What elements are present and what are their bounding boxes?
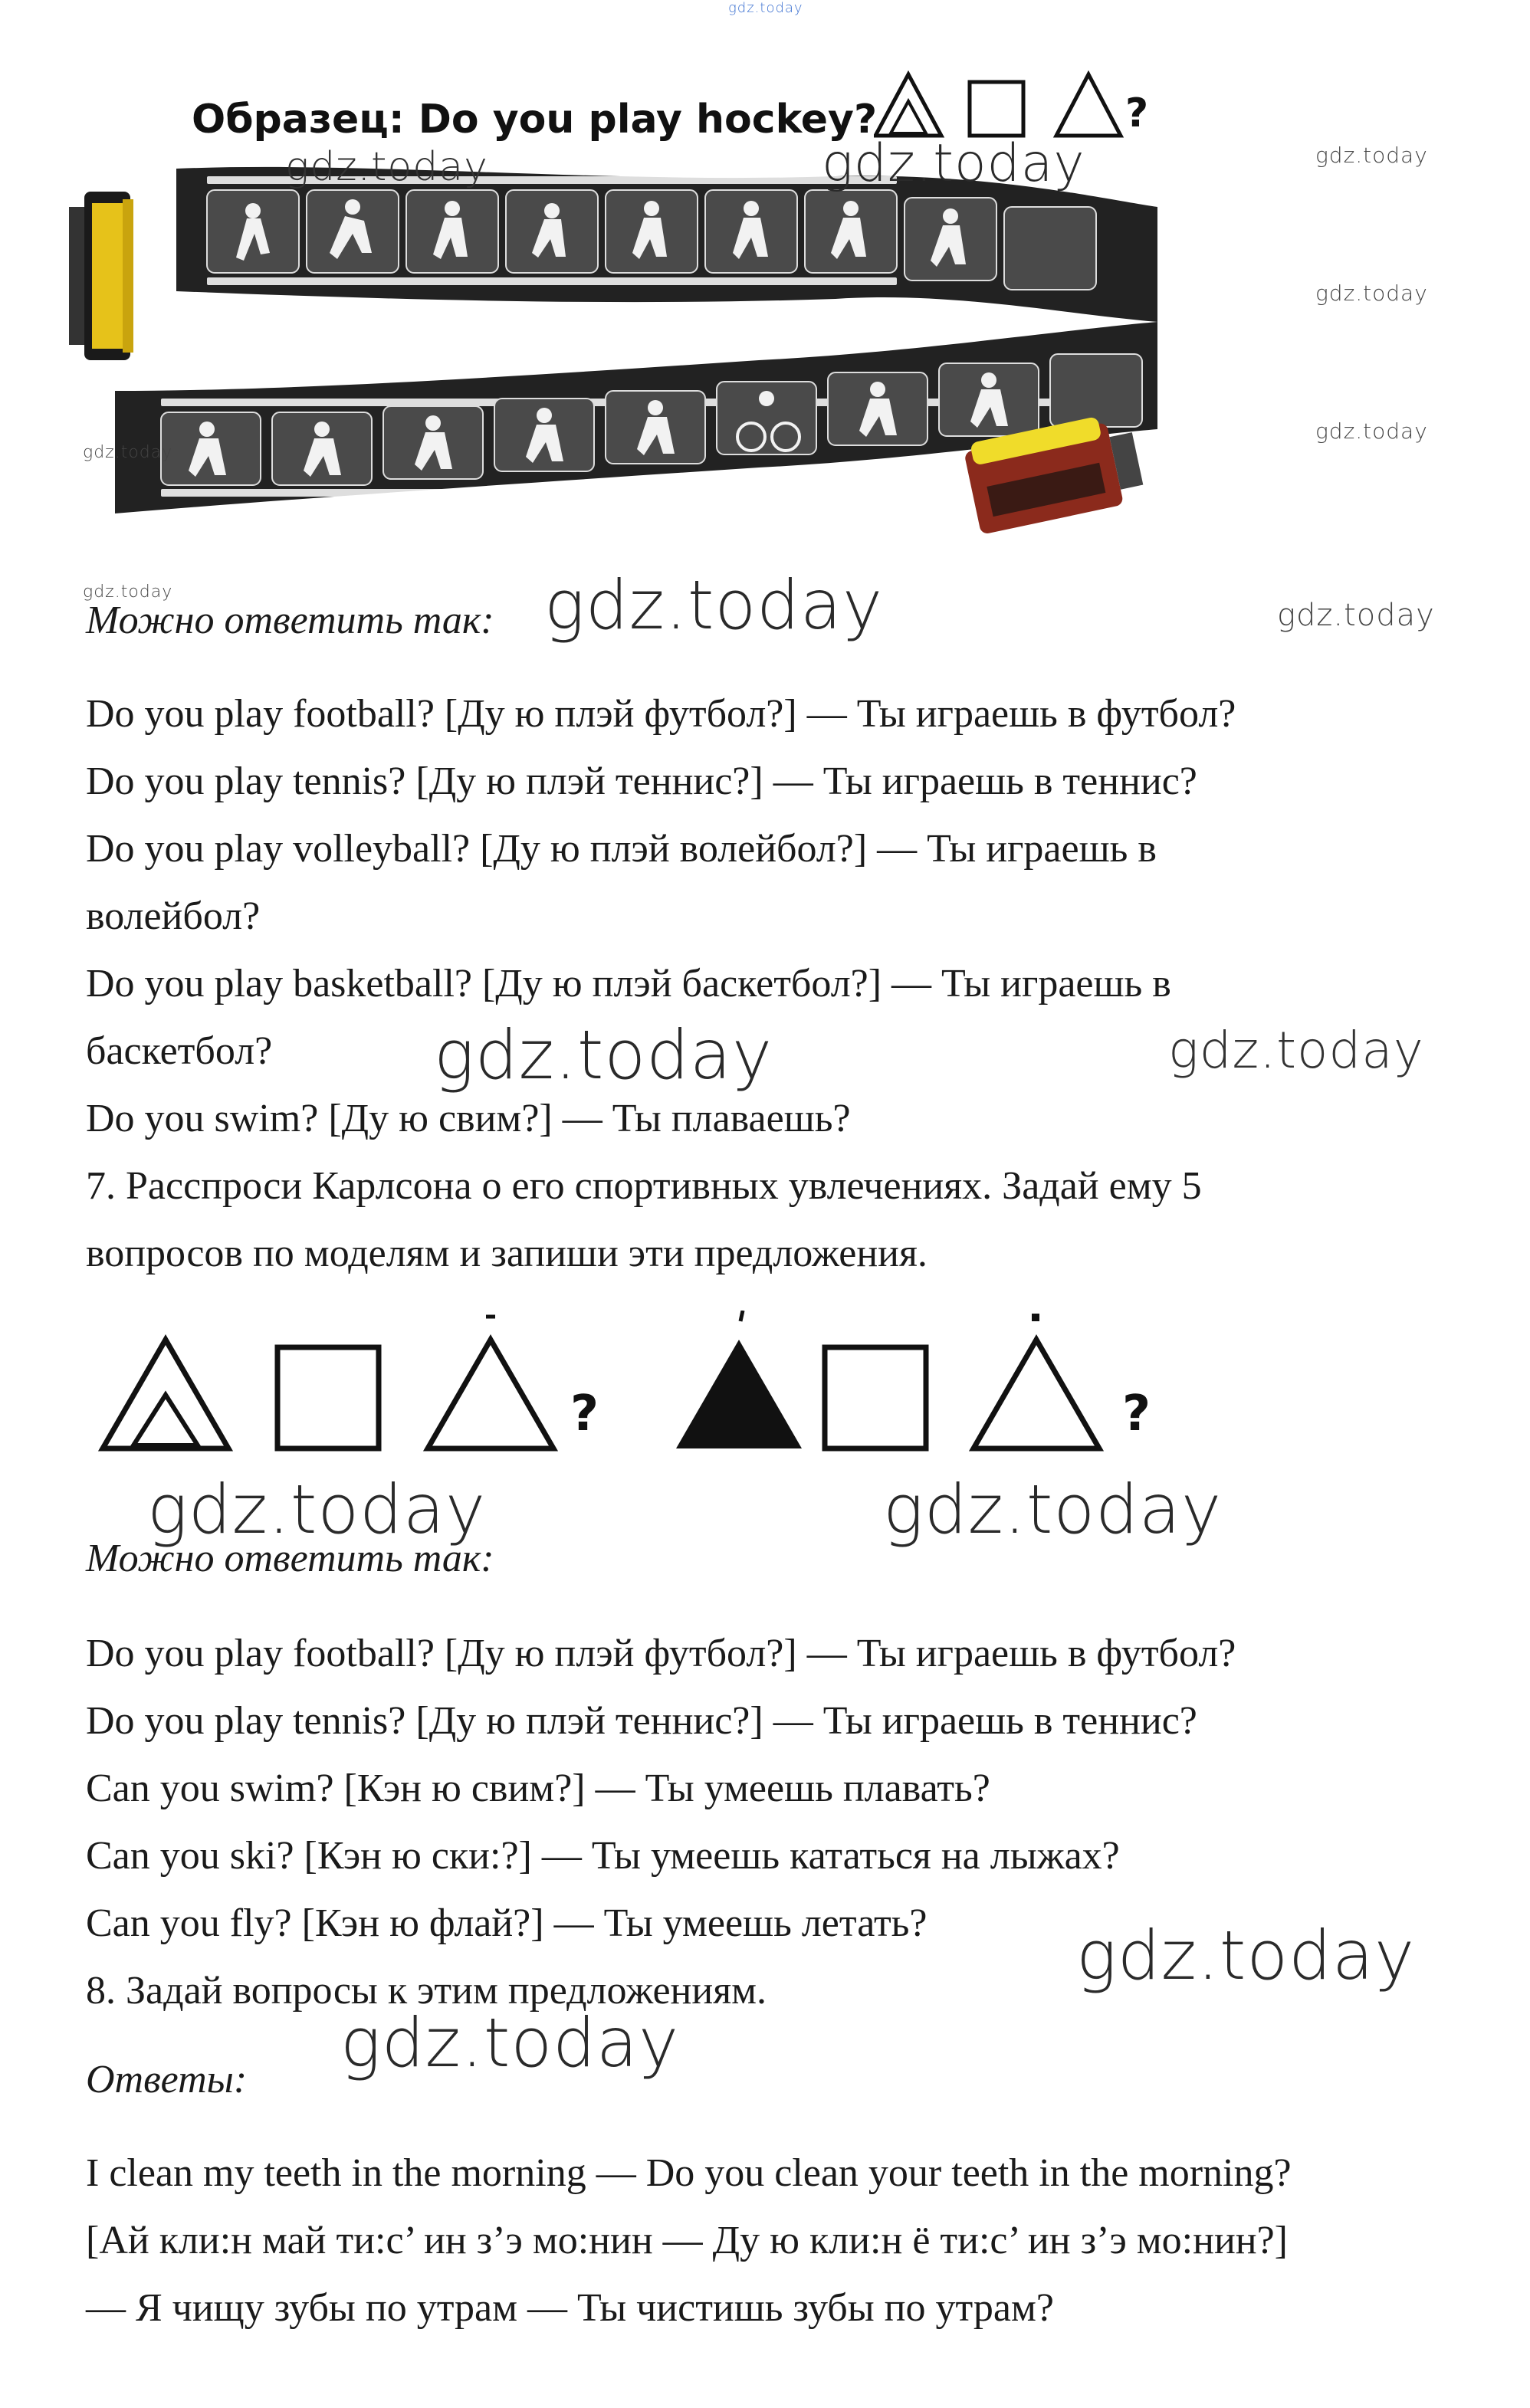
watermark: gdz.today	[340, 2003, 680, 2082]
text-line: Do you swim? [Ду ю свим?] — Ты плаваешь?	[86, 1097, 851, 1140]
square-icon	[825, 1347, 926, 1448]
text-line: Do you play football? [Ду ю плэй футбол?] — Ты играешь в футбол?	[86, 1632, 1236, 1675]
text-line: Can you fly? [Кэн ю флай?] — Ты умеешь летать?	[86, 1901, 928, 1945]
task-7-line: вопросов по моделям и запиши эти предложения.	[86, 1232, 928, 1275]
question-model-shapes	[97, 1311, 1170, 1464]
filled-triangle-icon	[676, 1311, 802, 1448]
watermark: gdz.today	[1076, 1916, 1416, 1995]
text-line: Do you play tennis? [Ду ю плэй теннис?] — Ты играешь в теннис?	[86, 759, 1197, 803]
double-triangle-icon	[103, 1340, 228, 1448]
text-line: Do you play tennis? [Ду ю плэй теннис?] — Ты играешь в теннис?	[86, 1699, 1197, 1743]
watermark: gdz.today	[883, 1470, 1223, 1549]
text-line: [Ай кли:н май ти:с’ ин з’э мо:нин — Ду ю кли:н ё ти:с’ ин з’э мо:нин?]	[86, 2219, 1288, 2262]
sample-question-line	[192, 97, 877, 143]
sample-model-shapes	[874, 71, 1157, 139]
model-question-mark: ?	[570, 1386, 599, 1442]
watermark: gdz.today	[1277, 598, 1435, 633]
watermark: gdz.today	[1315, 143, 1428, 168]
watermark: gdz.today	[285, 144, 488, 190]
triangle-icon	[973, 1314, 1099, 1448]
watermark: gdz.today	[544, 566, 884, 645]
task-7-line: 7. Расспроси Карлсона о его спортивных увлечениях. Задай ему 5	[86, 1164, 1202, 1208]
section2-text	[86, 1620, 1236, 2025]
watermark-top: gdz.today	[728, 0, 803, 16]
square-icon	[970, 82, 1023, 136]
watermark: gdz.today	[1315, 280, 1428, 306]
watermark: gdz.today	[83, 443, 173, 462]
text-line: I clean my teeth in the morning — Do you clean your teeth in the morning?	[86, 2151, 1292, 2195]
double-triangle-icon	[875, 74, 941, 136]
watermark: gdz.today	[822, 133, 1085, 194]
section2-intro: Можно ответить так:	[86, 1537, 494, 1580]
triangle-icon	[1056, 74, 1121, 136]
watermark: gdz.today	[147, 1470, 487, 1549]
text-line: Can you ski? [Кэн ю ски:?] — Ты умеешь кататься на лыжах?	[86, 1834, 1120, 1878]
triangle-icon	[428, 1317, 553, 1448]
sample-question-mark: ?	[1125, 90, 1149, 136]
text-line: Do you play basketball? [Ду ю плэй баскетбол?] — Ты играешь в	[86, 962, 1171, 1006]
text-line: баскетбол?	[86, 1029, 273, 1073]
section1-text	[86, 681, 1236, 1288]
text-line: Can you swim? [Кэн ю свим?] — Ты умеешь плавать?	[86, 1767, 990, 1810]
watermark: gdz.today	[1168, 1021, 1424, 1080]
watermark: gdz.today	[83, 582, 173, 602]
watermark: gdz.today	[434, 1015, 773, 1094]
sample-question: Do you play hockey?	[418, 97, 878, 143]
model-question-mark: ?	[1122, 1386, 1151, 1442]
watermark: gdz.today	[1315, 418, 1428, 444]
sample-prefix: Образец:	[192, 97, 405, 143]
text-line: Do you play volleyball? [Ду ю плэй волейбол?] — Ты играешь в	[86, 827, 1157, 871]
section1-intro: Можно ответить так:	[86, 599, 494, 642]
text-line: — Я чищу зубы по утрам — Ты чистишь зубы по утрам?	[86, 2286, 1054, 2330]
section3-intro: Ответы:	[86, 2058, 248, 2101]
text-line: волейбол?	[86, 894, 261, 938]
section3-text	[86, 2140, 1292, 2342]
text-line: Do you play football? [Ду ю плэй футбол?] — Ты играешь в футбол?	[86, 692, 1236, 736]
task-8-line: 8. Задай вопросы к этим предложениям.	[86, 1969, 767, 2013]
square-icon	[277, 1347, 379, 1448]
